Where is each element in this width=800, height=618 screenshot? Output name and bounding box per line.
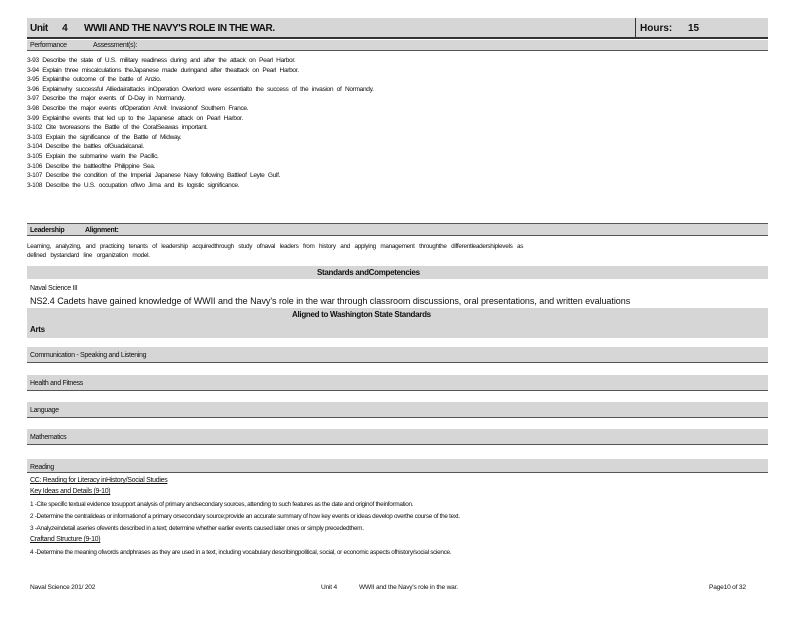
list-item: 3-98 Describe the major events ofOperation Anvil: Invasionof Southern France. <box>27 104 249 112</box>
reading-label: Reading <box>30 464 54 471</box>
section-health <box>27 375 768 391</box>
leadership-header <box>27 223 768 236</box>
list-item: 3-104 Describe the battles ofGuadalcanal. <box>27 143 144 151</box>
list-item: 3-99 Explainthe events that led up to the Japanese attack on Pearl Harbor. <box>27 114 243 122</box>
reading-item-3: 3 -Analyzeindetail aseries ofevents described in a text; determine whether earlier events caused later ones or simply precededthem. <box>30 525 364 532</box>
washington-header <box>27 308 768 338</box>
unit-name: WWII AND THE NAVY'S ROLE IN THE WAR. <box>83 23 275 34</box>
leadership-text <box>27 242 768 260</box>
list-item: 3-96 Explainwhy successful Alliedairattacks inOperation Overlord were essentialto the success of the invasion of Normandy. <box>27 85 374 93</box>
leadership-line-2: defined bystandard line organization model. <box>27 252 150 259</box>
standards-header <box>27 266 768 279</box>
leadership-line-1: Learning, analyzing, and practicing tenants of leadership acquiredthrough study ofnaval leaders from history and applying management throughthe differentleadershiplevels as <box>27 243 524 250</box>
list-item: 3-107 Describe the condition of the Imperial Japanese Navy following Battleof Leyte Gulf. <box>27 172 281 180</box>
reading-header <box>27 459 768 473</box>
list-item: 3-103 Explain the significance of the Battle of Midway. <box>27 133 182 141</box>
hours-value: 15 <box>688 23 700 34</box>
performance-list <box>27 56 768 190</box>
section-communication <box>27 347 768 363</box>
section-language <box>27 402 768 418</box>
footer-unit: Unit 4 <box>321 584 338 591</box>
alignment-label: Alignment: <box>85 227 119 234</box>
section-label: Health and Fitness <box>30 380 83 387</box>
list-item: 3-95 Explainthe outcome of the battle of Anzio. <box>27 76 161 84</box>
unit-title <box>30 23 275 34</box>
unit-number: 4 <box>62 23 68 34</box>
craft-heading: Craftand Structure (9-10) <box>30 536 101 543</box>
performance-label: Performance <box>30 42 67 49</box>
section-mathematics <box>27 429 768 445</box>
key-ideas-heading: Key Ideas and Details (9-10) <box>30 488 111 495</box>
unit-header <box>27 18 768 39</box>
list-item: 3-102 Cite tworeasons the Battle of the CoralSeawas important. <box>27 124 208 132</box>
standards-heading: Standards andCompetencies <box>317 268 420 277</box>
list-item: 3-105 Explain the submarine warin the Pacific. <box>27 152 159 160</box>
list-item: 3-106 Describe the battleofthe Philippine Sea. <box>27 162 156 170</box>
washington-heading: Aligned to Washington State Standards <box>292 310 431 319</box>
list-item: 3-108 Describe the U.S. occupation ofIwo Jima and its logistic significance. <box>27 181 240 189</box>
list-item: 3-93 Describe the state of U.S. military readiness during and after the attack on Pearl Harbor. <box>27 57 296 64</box>
list-item: 3-97 Describe the major events of D-Day in Normandy. <box>27 95 185 103</box>
assessment-label: Assessment(s): <box>93 42 138 49</box>
course-name: Naval Science III <box>30 285 78 292</box>
standard-ns24: NS2.4 Cadets have gained knowledge of WWII and the Navy's role in the war through classroom discussions, oral presentations, and written evaluations <box>30 296 631 306</box>
footer-page-number: Page10 of 32 <box>709 584 746 591</box>
footer-course: Naval Science 201/ 202 <box>30 584 96 591</box>
section-label: Mathematics <box>30 434 67 441</box>
reading-cc-line: CC: Reading for Literacy inHistory/Social Studies <box>30 477 168 484</box>
hours-box <box>635 18 769 39</box>
reading-item-4: 4 -Determine the meaning ofwords andphrases as they are used in a text, including vocabulary describingpolitical, social, or economic aspects ofhistory/social science. <box>30 549 452 556</box>
reading-item-2: 2 -Determine the centralideas or informationof a primary orsecondary source;provide an accurate summary of how key events or ideas develop overthe course of the text. <box>30 513 460 520</box>
list-item: 3-94 Explain three miscalculations theJapanese made duringand after theattack on Pearl Harbor. <box>27 66 299 74</box>
section-arts: Arts <box>30 325 45 334</box>
section-label: Language <box>30 407 59 414</box>
reading-item-1: 1 -Cite specific textual evidence tosupport analysis of primary andsecondary sources, attending to such features as the date and originof theinformation. <box>30 501 414 508</box>
footer-title: WWII and the Navy's role in the war. <box>359 584 458 591</box>
leadership-label: Leadership <box>30 227 65 234</box>
hours-label: Hours: <box>640 23 673 34</box>
unit-label: Unit <box>30 23 48 34</box>
section-label: Communication - Speaking and Listening <box>30 352 147 359</box>
performance-header <box>27 40 768 51</box>
